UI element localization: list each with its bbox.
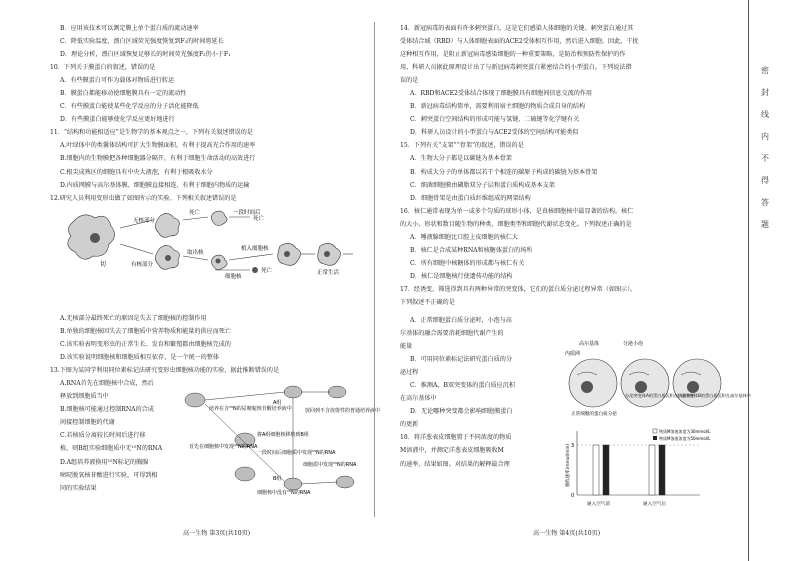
text-line: 18．将洋葱表皮细胞置于不同浓度的物质 [400, 434, 512, 442]
text-line: B．应用该技术可以测定膜上单个蛋白质的流动速率 [60, 25, 199, 32]
normal-secretion-label: 正常细胞的蛋白质分泌 [571, 412, 617, 417]
text-line: C．刺突蛋白空间结构的形成可能与氢键、二硫键等化学键有关 [410, 116, 580, 124]
text-line: 14．新冠病毒的表面有许多刺突蛋白，这是它们感染人体细胞的关键。刺突蛋白通过其 [400, 25, 634, 32]
text-line: 泌过程 [400, 369, 419, 377]
dead-label-3: 死亡 [261, 268, 273, 274]
text-line: D.内质网膜与高尔基体膜、细胞膜直接相连，有利于细胞内物质的运输 [60, 181, 250, 189]
bar-1-0 [649, 445, 655, 495]
right-column-lower [400, 314, 560, 471]
text-line: 的更新 [400, 421, 419, 429]
text-line: A.无核部分最终死亡的原因是失去了细胞核的控制作用 [60, 315, 207, 322]
seal-char: 答 [761, 198, 769, 207]
text-line: A.叶绿体中的类囊体结构可扩大生物膜面积，有利于提高光合作用的速率 [60, 142, 256, 150]
text-line: D．理论分析，漂白区域恢复足够长的时间荧光强度F₂仍小于F₁ [60, 51, 231, 59]
legend-swatch-50 [653, 436, 657, 440]
text-line: D．科研人员设计的小型蛋白与ACE2受体的空间结构可能类似 [410, 129, 579, 137]
text-line: D．细胞骨架是由蛋白质纤维组成的网架结构 [410, 194, 531, 202]
x-label-after: 通入空气后 [643, 502, 666, 507]
text-line: 16．核仁通常表现为单一或多个匀质的球形小体，是真核细胞核中最显著的结构。核仁 [400, 207, 634, 215]
seal-char: 封 [761, 88, 769, 97]
text-line: 15．下列有关“支架”“骨架”的叙述，错误的是 [400, 142, 524, 150]
text-line: D．有些膜蛋白能够使化学反应更好地进行 [60, 116, 175, 124]
text-line: 嘧啶脱氧核苷酸进行实验，可得到相 [60, 471, 158, 479]
bar-1-1 [659, 445, 665, 495]
text-line: A．唾液腺细胞比口腔上皮细胞的核仁大 [410, 233, 518, 241]
y-tick-3: 3 [571, 443, 575, 449]
text-line: A．生物大分子都是以碳链为基本骨架 [410, 155, 512, 163]
er-label: 内质网 [565, 351, 581, 357]
text-line: 的速率，结果如图。对结果的解释最合理 [400, 460, 510, 468]
first-found-label: 首先在细胞核中发现¹⁵N的RNA [189, 444, 258, 450]
seal-char: 内 [761, 132, 769, 141]
left-column [50, 22, 354, 205]
normal-life-label: 正常生活 [317, 270, 340, 276]
legend-30: 物质M溶液浓度为30mmol/L [659, 429, 711, 434]
text-line: 10．下列关于膜蛋白的叙述，错误的是 [50, 64, 156, 72]
text-line: D.该实验说明细胞核和细胞质相互依存，是一个统一的整体 [60, 354, 219, 362]
bar-0-0 [593, 445, 599, 495]
remove-nucleus-label: 取出核 [187, 250, 204, 256]
legend-swatch-30 [653, 429, 657, 433]
text-line: C.根尖成熟区的细胞具有中央大液泡，有利于根吸收水分 [60, 168, 213, 176]
nucleus-label: 细胞核 [225, 274, 242, 280]
no-nucleus-label: 无核部分 [133, 218, 156, 224]
cut-label: 切 [100, 261, 107, 268]
text-line: 间接控制细胞的代谢 [60, 419, 115, 427]
group-a-label: A组 [273, 400, 282, 406]
text-line: 这种相互作用，是阻止新冠病毒感染细胞的一种重要策略，是防治和预防性保护的作 [400, 51, 626, 59]
right-column [400, 22, 718, 309]
with-nucleus-label: 有核部分 [131, 262, 154, 268]
text-line: D．核仁是细胞核行使遗传功能的结构 [410, 272, 513, 280]
text-line: 下列叙述不正确的是 [400, 298, 455, 306]
legend-50: 物质M溶液浓度为50mmol/L [659, 436, 711, 441]
text-line: A．RBD和ACE2受体结合体现了细胞膜具有细胞间信息交流的作用 [410, 90, 592, 98]
text-line: C．所有细胞中核糖体的形成都与核仁有关 [410, 259, 525, 267]
seal-text [758, 60, 772, 236]
text-line: 13.下图为某同学利用同位素标记法研究变形虫细胞核功能的实验，据此推断错误的是 [50, 367, 280, 375]
text-line: B．核仁是合成某种RNA和核糖体蛋白的场所 [410, 246, 533, 254]
text-line: C．降低实验温度，漂白区域荧光强度恢复到F₂的时间将延长 [60, 38, 224, 46]
text-line: A．正常细胞蛋白质分泌时，小泡与高 [410, 317, 512, 324]
text-line: 误的是 [400, 77, 419, 85]
text-line: B．可用同位素标记法研究蛋白质的分 [410, 356, 512, 364]
text-line: 的大小、形状和数目随生物的种类、细胞类型和细胞代谢状态变化。下列叙述正确的是 [400, 220, 632, 228]
page-footer-left: 高一生物 第3页(共10页) [183, 530, 251, 537]
later-found-label: 一段时间后细胞质中发现¹⁵N的RNA [257, 450, 336, 456]
x-label-before: 通入空气前 [587, 502, 610, 507]
y-tick-0: 0 [571, 493, 575, 499]
seal-char: 密 [761, 66, 769, 75]
page-footer-right: 高一生物 第4页(共10页) [533, 530, 601, 537]
column-divider [374, 22, 375, 517]
transplant-label: 将A组细胞核移植到B组 [257, 432, 309, 438]
text-line: C．推测A、B双突变体的蛋白质应沉积 [410, 382, 515, 390]
text-line: B．膜蛋白都能移动使细胞膜具有一定的流动性 [60, 90, 187, 98]
text-line: 同的实验结果 [60, 484, 97, 492]
figure-12-amoeba-experiment [65, 208, 355, 280]
text-line: C．细菌细胞膜由磷脂双分子层和蛋白质构成基本支架 [410, 181, 555, 189]
implant-nucleus-label: 植入细胞核 [241, 246, 269, 252]
mutant-a-label: 分泌突变体A的蛋白质沉积在内质网中 [625, 393, 695, 398]
cytoplasm-rna-label: 细胞质中发现¹⁵N的RNA [303, 462, 357, 468]
seal-char: 题 [761, 220, 769, 229]
bar-0-1 [603, 445, 609, 495]
text-line: 17．经诱变，筛选得到具有两种异常的突变体，它们的蛋白质分泌过程异常（如图示）。 [400, 285, 637, 293]
text-line: D.A组培养液换用¹⁵N标记的胸腺 [60, 458, 149, 466]
seal-line [748, 0, 749, 561]
text-line: 11．“结构和功能相适应”是生物学的基本观点之一，下列有关叙述错误的是 [50, 129, 253, 137]
mutant-b-label: 分泌突变体B的蛋白质沉积在高尔基体中 [677, 393, 752, 398]
text-line: M溶液中，并测定洋葱表皮细胞吸收M [400, 447, 504, 455]
text-line: 在高尔基体中 [400, 395, 437, 403]
seal-char: 线 [761, 110, 769, 119]
text-line: C．有些膜蛋白能使某些化学反应的分子活化能降低 [60, 103, 199, 111]
text-line: 能量 [400, 343, 413, 351]
after-time-label: 一段时间后 [233, 210, 261, 216]
no-rna-label: 细胞核中没有¹⁵N的RNA [257, 490, 311, 496]
text-line: B.细胞内的生物膜把各种细胞器分隔开，有利于细胞生命活动的高效进行 [60, 155, 256, 163]
text-line: 尔基体的融合需要消耗细胞代谢产生的 [400, 330, 504, 338]
seal-char: 得 [761, 176, 769, 185]
figure-17-secretion-mutants [565, 335, 752, 417]
golgi-label: 高尔基体 [579, 341, 600, 347]
figure-18-absorption-chart [565, 425, 725, 517]
text-line: 植，则B组实验细胞质中无¹⁵N的RNA [60, 445, 163, 453]
text-line: A．有些膜蛋白可作为载体对物质进行转运 [60, 77, 175, 85]
text-line: B．构成大分子的单体都以若干个相连的碳原子构成的碳链为基本骨架 [410, 168, 598, 176]
return-label: 放回到不含放射性的普通培养液中 [305, 408, 381, 414]
text-line: 释放到细胞质当中 [60, 393, 109, 401]
text-line: A.RNA首先在细胞核中合成，然后 [60, 380, 154, 388]
dead-label-2: 死亡 [253, 216, 265, 222]
text-line: 用，科研人员据此原理设计出了与新冠病毒刺突蛋白紧密结合的小型蛋白。下列说法错 [400, 64, 632, 72]
seal-char: 不 [761, 154, 769, 163]
text-line: D．无论哪种突变都会影响细胞膜蛋白 [410, 408, 513, 416]
text-line: B．新冠病毒结构简单，需要利用宿主细胞的物质合成自身的结构 [410, 103, 586, 111]
text-line: C.该实验表明变形虫的正常生长、发育和繁殖都由细胞核完成的 [60, 341, 231, 349]
y-axis-label: 吸收速率(mmol/min) [566, 443, 571, 487]
dead-label-1: 死亡 [189, 210, 201, 216]
vesicle-label: 分泌小泡 [623, 341, 644, 347]
text-line: B.单独的细胞核因失去了细胞质中营养物质和能量的供应而死亡 [60, 328, 231, 336]
text-line: 12.研究人员利用变形虫做了如图所示的实验。下列相关叙述错误的是 [50, 194, 237, 202]
text-line: 受体结合域（RBD）与人体细胞表面的ACE2受体相互作用，然后进入细胞。因此，干扰 [400, 38, 639, 46]
group-b-label: B组 [273, 476, 282, 482]
text-line: B.细胞核可能通过控制RNA的合成 [60, 406, 154, 414]
figure-13-isotope-experiment [185, 384, 381, 496]
culture-label: 培养在含¹⁵N的尿嘧啶核苷酸培养液中 [209, 406, 292, 412]
text-line: C.若核质分离较长时间后进行移 [60, 432, 146, 440]
